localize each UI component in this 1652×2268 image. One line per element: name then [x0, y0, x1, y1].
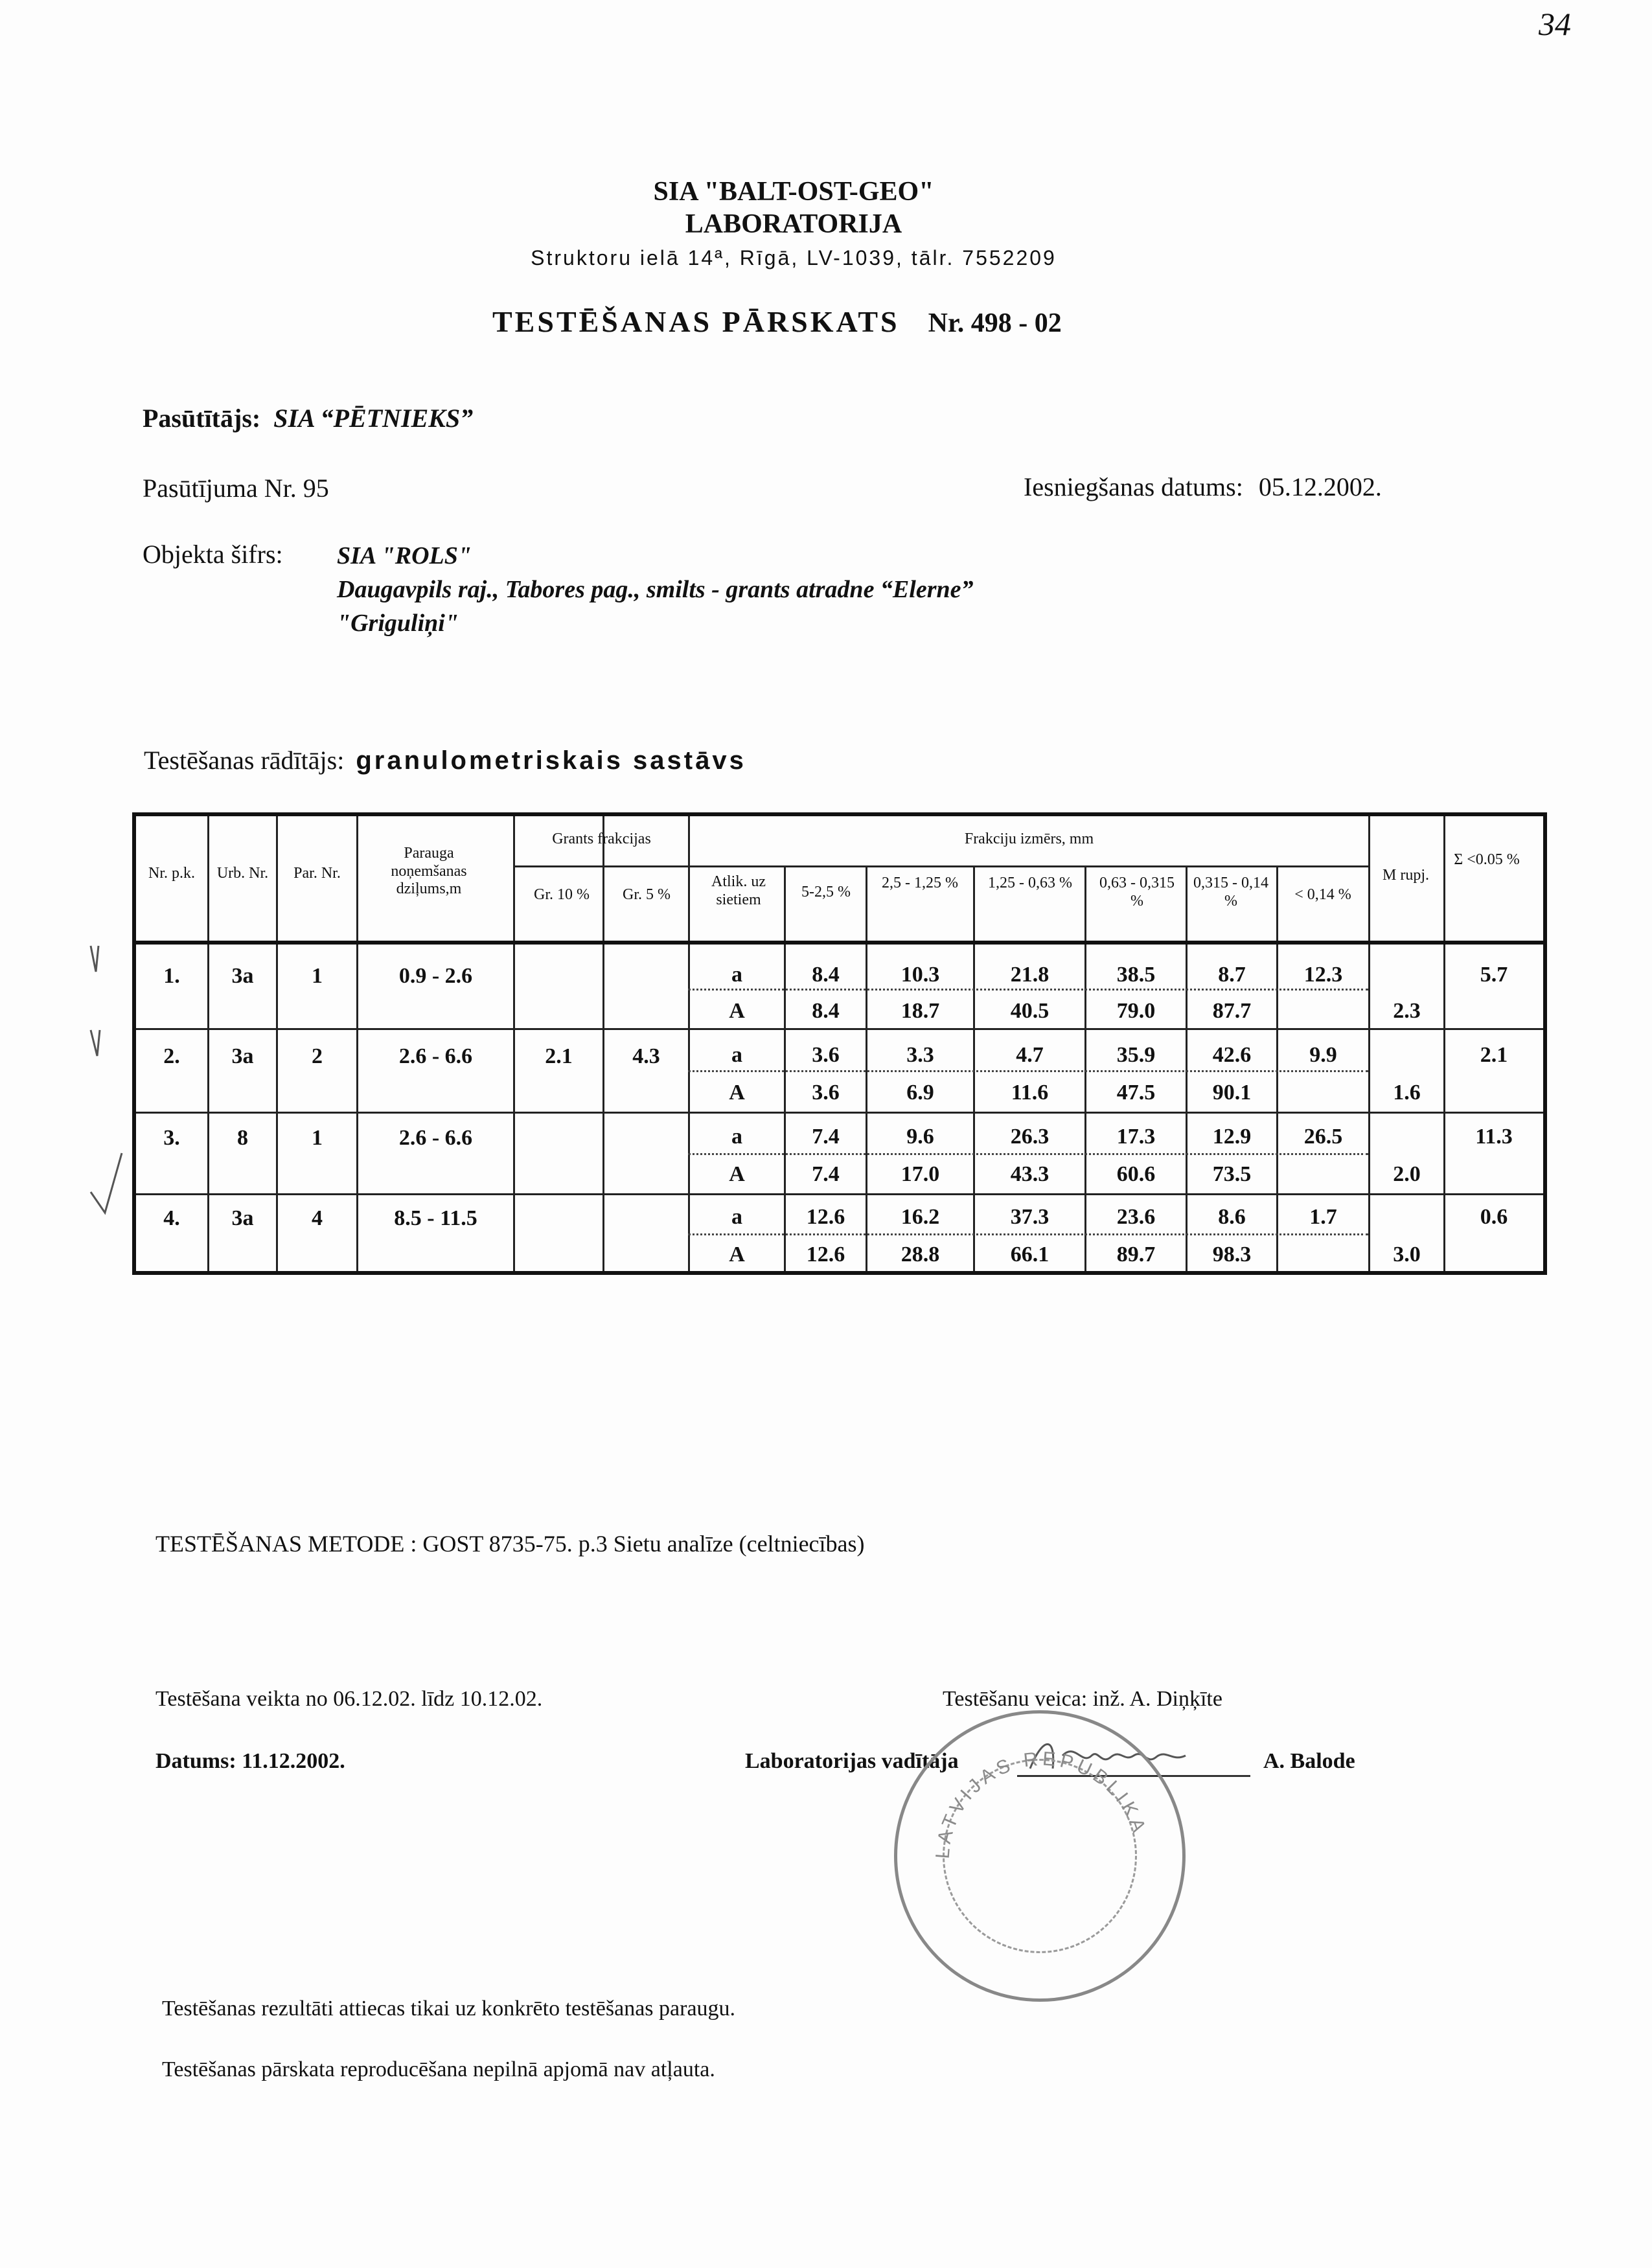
row2-gr10: 2.1 — [545, 1044, 573, 1068]
header-gr10: Gr. 10 % — [534, 886, 590, 903]
row2-A-f1: 3.6 — [812, 1081, 840, 1105]
row2-sum: 2.1 — [1480, 1043, 1508, 1067]
header-depth: Parauga noņemšanas dziļums,m — [391, 845, 467, 898]
row2-A-f2: 6.9 — [906, 1081, 934, 1105]
header-f3: 1,25 - 0,63 % — [988, 875, 1072, 891]
row1-urb: 3a — [231, 964, 254, 988]
row4-sum: 0.6 — [1480, 1205, 1508, 1229]
row4-A-label: A — [729, 1243, 745, 1266]
row3-A-f1: 7.4 — [812, 1162, 840, 1186]
header-f2: 2,5 - 1,25 % — [882, 875, 958, 891]
row4-A-f3: 66.1 — [1010, 1243, 1050, 1266]
row2-a-f2: 3.3 — [906, 1043, 934, 1067]
official-stamp — [894, 1710, 1186, 2002]
submission-date-label: Iesniegšanas datums: — [1024, 472, 1243, 501]
row3-sum: 11.3 — [1475, 1125, 1513, 1149]
header-urb: Urb. Nr. — [216, 865, 269, 882]
submission-date-value: 05.12.2002. — [1258, 472, 1382, 501]
row3-a-f6: 26.5 — [1303, 1125, 1343, 1149]
row2-a-label: a — [731, 1043, 742, 1067]
row3-par: 1 — [312, 1126, 323, 1150]
header-grants-group: Grants frakcijas — [552, 830, 651, 847]
row4-m: 3.0 — [1393, 1243, 1421, 1266]
row4-a-f4: 23.6 — [1116, 1205, 1156, 1229]
row1-A-f5: 87.7 — [1212, 999, 1252, 1023]
client-value: SIA “PĒTNIEKS” — [273, 404, 474, 433]
row1-a-f3: 21.8 — [1010, 963, 1050, 987]
row2-a-f1: 3.6 — [812, 1043, 840, 1067]
row3-A-f2: 17.0 — [901, 1162, 940, 1186]
submission-date — [1024, 472, 1382, 502]
row3-nr: 3. — [163, 1126, 180, 1150]
results-table — [132, 812, 1547, 1275]
row1-A-f3: 40.5 — [1010, 999, 1050, 1023]
row3-a-f3: 26.3 — [1010, 1125, 1050, 1149]
row1-nr: 1. — [163, 964, 180, 988]
object-line-2: Daugavpils raj., Tabores pag., smilts - grants atradne “Elerne” — [337, 576, 974, 603]
row3-A-label: A — [729, 1162, 745, 1186]
page-number: 34 — [1539, 6, 1571, 42]
row4-a-f6: 1.7 — [1309, 1205, 1337, 1229]
row3-a-f4: 17.3 — [1116, 1125, 1156, 1149]
header-f6: < 0,14 % — [1294, 886, 1351, 903]
object-label: Objekta šifrs: — [143, 540, 283, 569]
test-performed: Testēšana veikta no 06.12.02. līdz 10.12.02. — [155, 1687, 543, 1711]
note-results: Testēšanas rezultāti attiecas tikai uz konkrēto testēšanas paraugu. — [162, 1997, 736, 2021]
row1-sum: 5.7 — [1480, 963, 1508, 987]
header-nr: Nr. p.k. — [148, 865, 195, 882]
header-gr5: Gr. 5 % — [623, 886, 671, 903]
object-line-3: "Griguliņi" — [337, 610, 459, 637]
row4-a-f3: 37.3 — [1010, 1205, 1050, 1229]
test-method: TESTĒŠANAS METODE : GOST 8735-75. p.3 Sietu analīze (celtniecības) — [155, 1531, 865, 1557]
row2-A-f4: 47.5 — [1116, 1081, 1156, 1105]
row2-a-f6: 9.9 — [1309, 1043, 1337, 1067]
header-fraction-group: Frakciju izmērs, mm — [964, 830, 1094, 847]
row2-gr5: 4.3 — [632, 1044, 660, 1068]
row2-urb: 3a — [231, 1044, 254, 1068]
company-address: Struktoru ielā 14ª, Rīgā, LV-1039, tālr. 7552209 — [531, 246, 1057, 269]
header — [0, 176, 1587, 270]
row2-par: 2 — [312, 1044, 323, 1068]
row4-a-f1: 12.6 — [806, 1205, 845, 1229]
header-par: Par. Nr. — [293, 865, 341, 882]
client-line — [143, 403, 473, 433]
check-marks — [71, 933, 130, 1231]
row4-A-f1: 12.6 — [806, 1243, 845, 1266]
row2-a-f4: 35.9 — [1116, 1043, 1156, 1067]
report-title: TESTĒŠANAS PĀRSKATS — [492, 305, 900, 338]
svg-text:LATVIJAS REPUBLIKA: LATVIJAS REPUBLIKA — [932, 1748, 1151, 1860]
row2-depth: 2.6 - 6.6 — [398, 1044, 473, 1068]
object-line-1: SIA "ROLS" — [337, 542, 472, 569]
row3-a-f2: 9.6 — [906, 1125, 934, 1149]
row1-a-f6: 12.3 — [1303, 963, 1343, 987]
client-label: Pasūtītājs: — [143, 404, 261, 433]
row3-depth: 2.6 - 6.6 — [398, 1126, 473, 1150]
tester: Testēšanu veica: inž. A. Diņķīte — [943, 1687, 1222, 1711]
row3-a-label: a — [731, 1125, 742, 1149]
row2-A-f3: 11.6 — [1011, 1081, 1049, 1105]
row2-a-f5: 42.6 — [1212, 1043, 1252, 1067]
report-date: Datums: 11.12.2002. — [155, 1749, 345, 1773]
row2-A-label: A — [729, 1081, 745, 1105]
row4-a-f5: 8.6 — [1218, 1205, 1246, 1229]
header-f1: 5-2,5 % — [801, 884, 851, 900]
row2-m: 1.6 — [1393, 1081, 1421, 1105]
lab-name: LABORATORIJA — [685, 209, 902, 239]
row3-a-f1: 7.4 — [812, 1125, 840, 1149]
row1-a-f4: 38.5 — [1116, 963, 1156, 987]
row4-a-label: a — [731, 1205, 742, 1229]
header-f5: 0,315 - 0,14 % — [1193, 875, 1268, 910]
row1-a-f2: 10.3 — [901, 963, 940, 987]
row4-A-f5: 98.3 — [1212, 1243, 1252, 1266]
row3-urb: 8 — [237, 1126, 248, 1150]
row1-par: 1 — [312, 964, 323, 988]
header-m: M rupj. — [1382, 867, 1429, 884]
row4-par: 4 — [312, 1206, 323, 1230]
row4-depth: 8.5 - 11.5 — [394, 1206, 477, 1230]
row4-urb: 3a — [231, 1206, 254, 1230]
lab-head-label: Laboratorijas vadītāja — [745, 1749, 959, 1773]
row4-A-f2: 28.8 — [901, 1243, 940, 1266]
row1-a-f5: 8.7 — [1218, 963, 1246, 987]
row2-A-f5: 90.1 — [1212, 1081, 1252, 1105]
row1-depth: 0.9 - 2.6 — [398, 964, 473, 988]
object-description — [337, 539, 974, 640]
row2-a-f3: 4.7 — [1016, 1043, 1044, 1067]
row1-A-f1: 8.4 — [812, 999, 840, 1023]
row4-nr: 4. — [163, 1206, 180, 1230]
order-number: Pasūtījuma Nr. 95 — [143, 474, 329, 503]
row3-A-f5: 73.5 — [1212, 1162, 1252, 1186]
row1-A-f4: 79.0 — [1116, 999, 1156, 1023]
row4-a-f2: 16.2 — [901, 1205, 940, 1229]
company-name: SIA "BALT-OST-GEO" — [653, 177, 934, 207]
indicator-value: granulometriskais sastāvs — [356, 746, 746, 775]
row4-A-f4: 89.7 — [1116, 1243, 1156, 1266]
header-atlik: Atlik. uz sietiem — [711, 873, 766, 908]
row3-m: 2.0 — [1393, 1162, 1421, 1186]
lab-head-name: A. Balode — [1263, 1749, 1355, 1773]
row3-A-f4: 60.6 — [1116, 1162, 1156, 1186]
report-number: Nr. 498 - 02 — [928, 308, 1062, 338]
report-heading — [492, 304, 1062, 339]
header-sum: Σ <0.05 % — [1454, 851, 1520, 868]
indicator-label: Testēšanas rādītājs: — [144, 746, 345, 775]
row3-a-f5: 12.9 — [1212, 1125, 1252, 1149]
row3-A-f3: 43.3 — [1010, 1162, 1050, 1186]
note-reproduction: Testēšanas pārskata reproducēšana nepilnā apjomā nav atļauta. — [162, 2057, 715, 2081]
row1-a-label: a — [731, 963, 742, 987]
row1-A-label: A — [729, 999, 745, 1023]
test-indicator — [144, 745, 746, 775]
row2-nr: 2. — [163, 1044, 180, 1068]
row1-A-f2: 18.7 — [901, 999, 940, 1023]
row1-m: 2.3 — [1393, 999, 1421, 1023]
header-f4: 0,63 - 0,315 % — [1099, 875, 1175, 910]
row1-a-f1: 8.4 — [812, 963, 840, 987]
